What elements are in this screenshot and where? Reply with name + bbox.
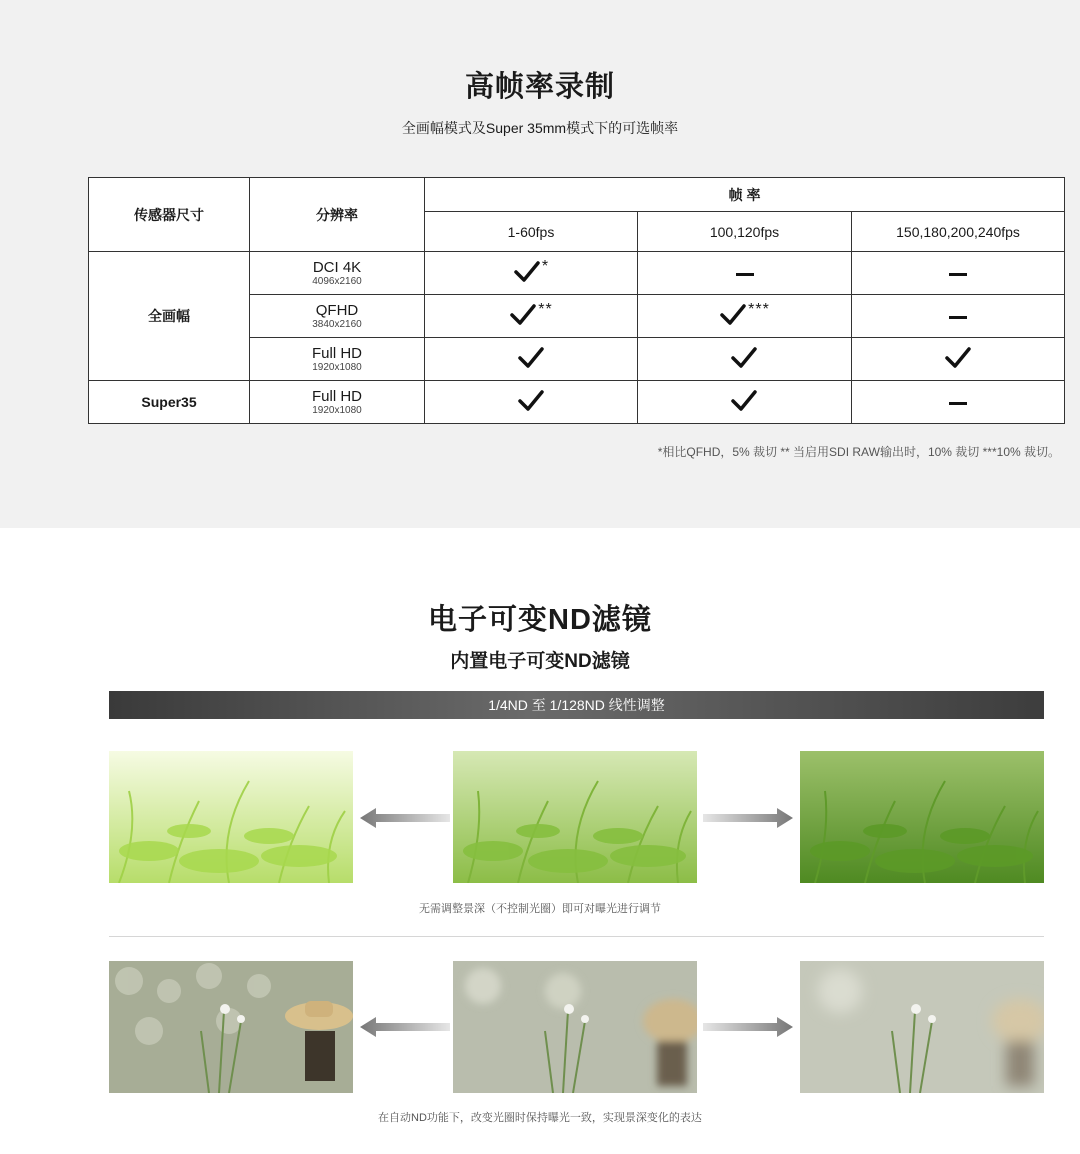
header-resolution: 分辨率 xyxy=(250,178,425,252)
check-icon xyxy=(509,303,537,327)
header-framerate: 帧 率 xyxy=(425,178,1065,212)
framerate-col-3: 150,180,200,240fps xyxy=(852,212,1065,252)
flower-photo-sharp-bg xyxy=(109,961,353,1093)
check-icon xyxy=(517,346,545,370)
header-sensor-size: 传感器尺寸 xyxy=(89,178,250,252)
check-icon xyxy=(944,346,972,370)
resolution-cell xyxy=(250,252,425,295)
framerate-col-1: 1-60fps xyxy=(425,212,638,252)
caption-row1: 无需调整景深（不控制光圈）即可对曝光进行调节 xyxy=(419,903,661,915)
sensor-cell: Super35 xyxy=(89,381,250,424)
table-row xyxy=(89,252,1065,295)
dash-icon xyxy=(949,273,967,276)
resolution-cell xyxy=(250,381,425,424)
foliage-photo-bright xyxy=(109,751,353,883)
framerate-cell xyxy=(638,252,852,295)
footnote-marker: *** xyxy=(748,300,770,318)
resolution-cell xyxy=(250,338,425,381)
check-icon xyxy=(513,260,541,284)
framerate-cell xyxy=(852,381,1065,424)
framerate-cell xyxy=(425,252,638,295)
arrow-left-icon xyxy=(360,1017,450,1037)
resolution-dims: 4096x2160 xyxy=(312,275,362,287)
resolution-dims: 3840x2160 xyxy=(312,318,362,330)
footnote-marker: * xyxy=(541,257,550,275)
table-row xyxy=(89,381,1065,424)
nd-range-bar: 1/4ND 至 1/128ND 线性调整 xyxy=(109,691,1044,719)
nd-section-title: 电子可变ND滤镜 xyxy=(428,604,652,636)
framerate-cell xyxy=(852,338,1065,381)
flower-photo-blurred-bg xyxy=(800,961,1044,1093)
section-subtitle: 全画幅模式及Super 35mm模式下的可选帧率 xyxy=(401,120,679,136)
dash-icon xyxy=(736,273,754,276)
caption-row2: 在自动ND功能下，改变光圈时保持曝光一致，实现景深变化的表达 xyxy=(378,1112,702,1124)
arrow-right-icon xyxy=(703,1017,793,1037)
foliage-photo-dark xyxy=(800,751,1044,883)
resolution-label: DCI 4K xyxy=(312,258,362,276)
framerate-cell xyxy=(852,252,1065,295)
resolution-dims: 1920x1080 xyxy=(312,361,362,373)
framerate-cell xyxy=(638,295,852,338)
high-framerate-section xyxy=(0,0,1080,528)
sensor-cell: 全画幅 xyxy=(89,252,250,381)
check-icon xyxy=(719,303,747,327)
framerate-cell xyxy=(852,295,1065,338)
dash-icon xyxy=(949,402,967,405)
framerate-cell xyxy=(425,381,638,424)
arrow-right-icon xyxy=(703,808,793,828)
footnote: *相比QFHD，5% 裁切 ** 当启用SDI RAW输出时，10% 裁切 ***10% 裁切。 xyxy=(657,445,1060,459)
flower-photo-medium-bg xyxy=(453,961,697,1093)
arrow-left-icon xyxy=(360,808,450,828)
resolution-cell xyxy=(250,295,425,338)
foliage-photo-normal xyxy=(453,751,697,883)
check-icon xyxy=(730,389,758,413)
divider xyxy=(109,936,1044,937)
framerate-cell xyxy=(425,295,638,338)
footnote-marker: ** xyxy=(538,300,553,318)
section-title: 高帧率录制 xyxy=(464,71,615,103)
dash-icon xyxy=(949,316,967,319)
resolution-dims: 1920x1080 xyxy=(312,404,362,416)
framerate-cell xyxy=(425,338,638,381)
framerate-cell xyxy=(638,338,852,381)
resolution-label: Full HD xyxy=(311,387,362,405)
nd-section-subtitle: 内置电子可变ND滤镜 xyxy=(450,651,630,672)
framerate-table xyxy=(88,177,1065,424)
framerate-col-2: 100,120fps xyxy=(638,212,852,252)
check-icon xyxy=(517,389,545,413)
framerate-cell xyxy=(638,381,852,424)
resolution-label: QFHD xyxy=(315,301,359,319)
check-icon xyxy=(730,346,758,370)
resolution-label: Full HD xyxy=(311,344,362,362)
